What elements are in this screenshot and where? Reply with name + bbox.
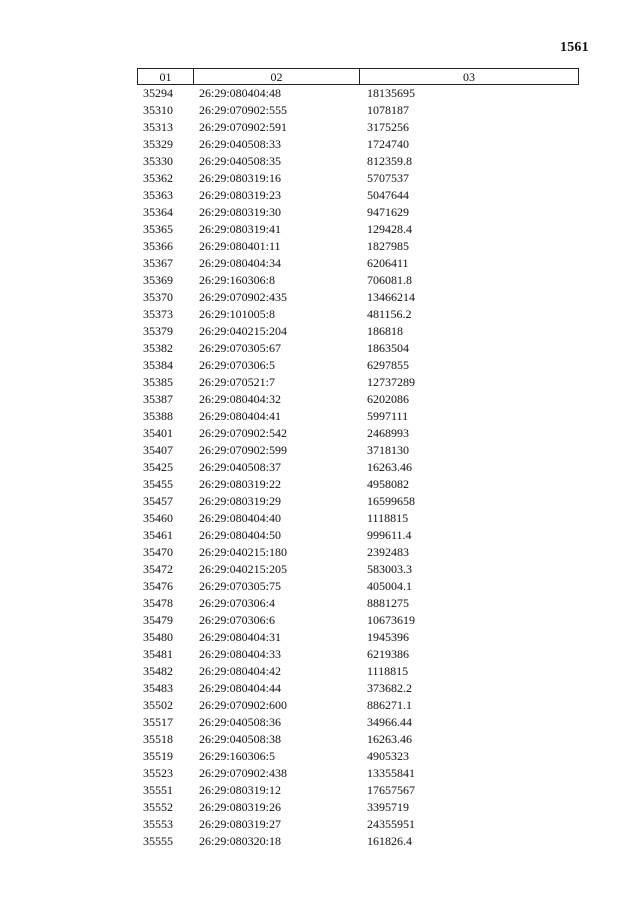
table-row xyxy=(137,731,579,748)
cell-value: 2468993 xyxy=(367,426,409,440)
cell-cadastral-number: 26:29:080319:41 xyxy=(199,222,282,236)
cell-cadastral-number: 26:29:080319:23 xyxy=(199,188,282,202)
cell-value: 34966.44 xyxy=(367,715,412,729)
table-row xyxy=(137,323,579,340)
table-row xyxy=(137,629,579,646)
table-row xyxy=(137,306,579,323)
cell-cadastral-number: 26:29:040508:36 xyxy=(199,715,282,729)
table-row xyxy=(137,153,579,170)
cell-cadastral-number: 26:29:080404:34 xyxy=(199,256,282,270)
table-row xyxy=(137,374,579,391)
cell-id: 35552 xyxy=(143,800,173,814)
table-body xyxy=(137,85,579,850)
table-row xyxy=(137,187,579,204)
cell-cadastral-number: 26:29:080404:50 xyxy=(199,528,282,542)
cell-cadastral-number: 26:29:101005:8 xyxy=(199,307,276,321)
cell-cadastral-number: 26:29:070902:555 xyxy=(199,103,288,117)
table-row xyxy=(137,221,579,238)
table-row xyxy=(137,612,579,629)
cell-cadastral-number: 26:29:080319:26 xyxy=(199,800,282,814)
cell-cadastral-number: 26:29:070902:599 xyxy=(199,443,288,457)
cell-cadastral-number: 26:29:040215:204 xyxy=(199,324,288,338)
cell-value: 24355951 xyxy=(367,817,415,831)
cell-cadastral-number: 26:29:080404:33 xyxy=(199,647,282,661)
table-row xyxy=(137,289,579,306)
table-row xyxy=(137,119,579,136)
cell-value: 1078187 xyxy=(367,103,409,117)
data-table xyxy=(137,68,579,850)
table-row xyxy=(137,663,579,680)
table-row xyxy=(137,442,579,459)
cell-id: 35329 xyxy=(143,137,173,151)
table-row xyxy=(137,765,579,782)
cell-value: 6219386 xyxy=(367,647,409,661)
cell-value: 16599658 xyxy=(367,494,415,508)
cell-id: 35363 xyxy=(143,188,173,202)
cell-value: 373682.2 xyxy=(367,681,412,695)
cell-id: 35481 xyxy=(143,647,173,661)
cell-value: 5997111 xyxy=(367,409,409,423)
table-row xyxy=(137,204,579,221)
cell-value: 6202086 xyxy=(367,392,409,406)
table-row xyxy=(137,272,579,289)
cell-value: 3718130 xyxy=(367,443,409,457)
cell-value: 886271.1 xyxy=(367,698,412,712)
cell-cadastral-number: 26:29:040508:37 xyxy=(199,460,282,474)
table-row xyxy=(137,782,579,799)
cell-id: 35461 xyxy=(143,528,173,542)
cell-id: 35384 xyxy=(143,358,173,372)
cell-cadastral-number: 26:29:070306:4 xyxy=(199,596,276,610)
cell-cadastral-number: 26:29:080319:16 xyxy=(199,171,282,185)
cell-value: 16263.46 xyxy=(367,732,412,746)
table-row xyxy=(137,238,579,255)
cell-value: 3175256 xyxy=(367,120,409,134)
cell-value: 6297855 xyxy=(367,358,409,372)
cell-value: 9471629 xyxy=(367,205,409,219)
cell-cadastral-number: 26:29:080404:31 xyxy=(199,630,282,644)
cell-id: 35407 xyxy=(143,443,173,457)
cell-id: 35366 xyxy=(143,239,173,253)
cell-cadastral-number: 26:29:080319:30 xyxy=(199,205,282,219)
cell-id: 35388 xyxy=(143,409,173,423)
table-row xyxy=(137,799,579,816)
cell-id: 35553 xyxy=(143,817,173,831)
cell-value: 4905323 xyxy=(367,749,409,763)
cell-cadastral-number: 26:29:080404:48 xyxy=(199,86,282,100)
page-number: 1561 xyxy=(560,40,589,55)
cell-cadastral-number: 26:29:080404:41 xyxy=(199,409,282,423)
cell-id: 35370 xyxy=(143,290,173,304)
cell-id: 35476 xyxy=(143,579,173,593)
cell-value: 4958082 xyxy=(367,477,409,491)
cell-cadastral-number: 26:29:040508:35 xyxy=(199,154,282,168)
table-row xyxy=(137,595,579,612)
table-row xyxy=(137,476,579,493)
cell-value: 1827985 xyxy=(367,239,409,253)
cell-id: 35523 xyxy=(143,766,173,780)
table-row xyxy=(137,714,579,731)
cell-cadastral-number: 26:29:160306:5 xyxy=(199,749,276,763)
cell-id: 35382 xyxy=(143,341,173,355)
table-row xyxy=(137,493,579,510)
cell-cadastral-number: 26:29:160306:8 xyxy=(199,273,276,287)
cell-id: 35373 xyxy=(143,307,173,321)
cell-id: 35330 xyxy=(143,154,173,168)
table-row xyxy=(137,102,579,119)
cell-cadastral-number: 26:29:040215:180 xyxy=(199,545,288,559)
cell-cadastral-number: 26:29:070305:67 xyxy=(199,341,282,355)
cell-id: 35517 xyxy=(143,715,173,729)
cell-cadastral-number: 26:29:080404:44 xyxy=(199,681,282,695)
table-row xyxy=(137,170,579,187)
cell-value: 1118815 xyxy=(367,511,409,525)
cell-cadastral-number: 26:29:070902:600 xyxy=(199,698,288,712)
cell-value: 706081.8 xyxy=(367,273,412,287)
cell-value: 6206411 xyxy=(367,256,409,270)
cell-cadastral-number: 26:29:080319:12 xyxy=(199,783,282,797)
table-row xyxy=(137,255,579,272)
cell-id: 35401 xyxy=(143,426,173,440)
cell-id: 35367 xyxy=(143,256,173,270)
cell-id: 35313 xyxy=(143,120,173,134)
cell-cadastral-number: 26:29:080404:42 xyxy=(199,664,282,678)
cell-cadastral-number: 26:29:070902:542 xyxy=(199,426,288,440)
cell-id: 35310 xyxy=(143,103,173,117)
cell-id: 35480 xyxy=(143,630,173,644)
table-row xyxy=(137,85,579,102)
cell-cadastral-number: 26:29:070306:5 xyxy=(199,358,276,372)
cell-id: 35457 xyxy=(143,494,173,508)
cell-cadastral-number: 26:29:080319:29 xyxy=(199,494,282,508)
cell-value: 17657567 xyxy=(367,783,415,797)
cell-cadastral-number: 26:29:070305:75 xyxy=(199,579,282,593)
cell-value: 2392483 xyxy=(367,545,409,559)
cell-value: 1118815 xyxy=(367,664,409,678)
cell-value: 1863504 xyxy=(367,341,409,355)
cell-id: 35364 xyxy=(143,205,173,219)
cell-cadastral-number: 26:29:070306:6 xyxy=(199,613,276,627)
cell-cadastral-number: 26:29:080320:18 xyxy=(199,834,282,848)
cell-cadastral-number: 26:29:070902:435 xyxy=(199,290,288,304)
cell-value: 5047644 xyxy=(367,188,409,202)
cell-cadastral-number: 26:29:080404:40 xyxy=(199,511,282,525)
cell-cadastral-number: 26:29:070902:438 xyxy=(199,766,288,780)
column-header-03: 03 xyxy=(463,70,475,84)
cell-id: 35379 xyxy=(143,324,173,338)
table-row xyxy=(137,646,579,663)
table-row xyxy=(137,357,579,374)
cell-id: 35483 xyxy=(143,681,173,695)
cell-id: 35555 xyxy=(143,834,173,848)
cell-value: 8881275 xyxy=(367,596,409,610)
cell-cadastral-number: 26:29:080319:22 xyxy=(199,477,282,491)
cell-id: 35460 xyxy=(143,511,173,525)
table-row xyxy=(137,408,579,425)
cell-cadastral-number: 26:29:040508:38 xyxy=(199,732,282,746)
table-row xyxy=(137,748,579,765)
table-row xyxy=(137,697,579,714)
table-row xyxy=(137,833,579,850)
cell-value: 16263.46 xyxy=(367,460,412,474)
table-row xyxy=(137,391,579,408)
cell-id: 35365 xyxy=(143,222,173,236)
cell-id: 35551 xyxy=(143,783,173,797)
cell-id: 35294 xyxy=(143,86,173,100)
cell-cadastral-number: 26:29:070902:591 xyxy=(199,120,288,134)
table-row xyxy=(137,561,579,578)
cell-id: 35470 xyxy=(143,545,173,559)
cell-value: 186818 xyxy=(367,324,403,338)
cell-cadastral-number: 26:29:080319:27 xyxy=(199,817,282,831)
cell-id: 35385 xyxy=(143,375,173,389)
cell-id: 35362 xyxy=(143,171,173,185)
cell-id: 35518 xyxy=(143,732,173,746)
cell-id: 35455 xyxy=(143,477,173,491)
cell-value: 1724740 xyxy=(367,137,409,151)
table-row xyxy=(137,680,579,697)
cell-id: 35425 xyxy=(143,460,173,474)
column-header-01: 01 xyxy=(138,69,194,84)
cell-value: 481156.2 xyxy=(367,307,412,321)
cell-id: 35387 xyxy=(143,392,173,406)
cell-value: 405004.1 xyxy=(367,579,412,593)
cell-value: 5707537 xyxy=(367,171,409,185)
cell-cadastral-number: 26:29:080404:32 xyxy=(199,392,282,406)
cell-value: 161826.4 xyxy=(367,834,412,848)
cell-value: 13466214 xyxy=(367,290,415,304)
cell-value: 812359.8 xyxy=(367,154,412,168)
cell-id: 35472 xyxy=(143,562,173,576)
cell-value: 13355841 xyxy=(367,766,415,780)
cell-id: 35479 xyxy=(143,613,173,627)
cell-id: 35369 xyxy=(143,273,173,287)
table-row xyxy=(137,425,579,442)
cell-value: 1945396 xyxy=(367,630,409,644)
table-row xyxy=(137,136,579,153)
table-row xyxy=(137,340,579,357)
cell-id: 35519 xyxy=(143,749,173,763)
cell-value: 18135695 xyxy=(367,86,415,100)
cell-value: 12737289 xyxy=(367,375,415,389)
table-row xyxy=(137,816,579,833)
table-row xyxy=(137,459,579,476)
table-row xyxy=(137,527,579,544)
cell-value: 999611.4 xyxy=(367,528,412,542)
cell-value: 129428.4 xyxy=(367,222,412,236)
cell-id: 35482 xyxy=(143,664,173,678)
cell-value: 583003.3 xyxy=(367,562,412,576)
cell-id: 35502 xyxy=(143,698,173,712)
table-header-row xyxy=(137,68,579,85)
cell-cadastral-number: 26:29:080401:11 xyxy=(199,239,281,253)
cell-value: 10673619 xyxy=(367,613,415,627)
table-row xyxy=(137,510,579,527)
cell-id: 35478 xyxy=(143,596,173,610)
column-header-02: 02 xyxy=(194,69,360,84)
table-row xyxy=(137,544,579,561)
cell-cadastral-number: 26:29:040508:33 xyxy=(199,137,282,151)
cell-cadastral-number: 26:29:070521:7 xyxy=(199,375,276,389)
table-row xyxy=(137,578,579,595)
cell-value: 3395719 xyxy=(367,800,409,814)
cell-cadastral-number: 26:29:040215:205 xyxy=(199,562,288,576)
